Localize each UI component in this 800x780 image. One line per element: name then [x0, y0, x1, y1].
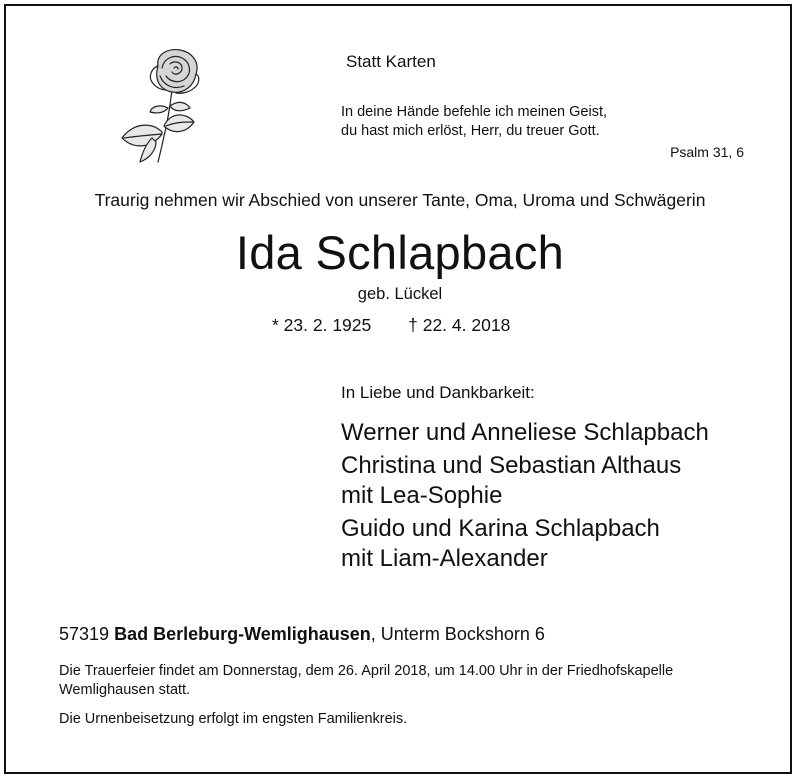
mourner-group — [341, 418, 709, 448]
address-street: , Unterm Bockshorn 6 — [370, 624, 545, 644]
mourner-line: mit Lea-Sophie — [341, 482, 503, 509]
bible-verse — [341, 103, 607, 141]
intro-text: Traurig nehmen wir Abschied von unserer Tante, Oma, Uroma und Schwägerin — [94, 190, 706, 210]
mourner-line: Christina und Sebastian Althaus — [341, 452, 682, 479]
address-city: Bad Berleburg-Wemlighausen — [114, 624, 371, 644]
header-label: Statt Karten — [346, 52, 436, 71]
life-dates — [272, 315, 510, 336]
maiden-name: geb. Lückel — [357, 285, 443, 303]
verse-reference: Psalm 31, 6 — [670, 144, 744, 160]
burial-notice: Die Urnenbeisetzung erfolgt im engsten Familienkreis. — [59, 711, 408, 727]
funeral-notice — [59, 662, 673, 700]
mourner-group — [341, 451, 709, 511]
birth-date: * 23. 2. 1925 — [272, 315, 372, 335]
verse-line: du hast mich erlöst, Herr, du treuer Gott. — [341, 123, 600, 139]
funeral-notice-line: Wemlighausen statt. — [59, 682, 191, 698]
mourner-line: Guido und Karina Schlapbach — [341, 515, 660, 542]
rose-icon — [112, 46, 202, 164]
address-postcode: 57319 — [59, 624, 110, 644]
funeral-notice-line: Die Trauerfeier findet am Donnerstag, dem 26. April 2018, um 14.00 Uhr in der Friedhofskapelle — [59, 663, 674, 679]
mourner-line: mit Liam-Alexander — [341, 545, 548, 572]
mourners-list — [341, 418, 709, 577]
mourner-group — [341, 514, 709, 574]
death-date: † 22. 4. 2018 — [408, 315, 511, 335]
deceased-name: Ida Schlapbach — [235, 226, 565, 279]
thanks-line: In Liebe und Dankbarkeit: — [341, 383, 535, 402]
family-address — [59, 624, 545, 645]
mourner-line: Werner und Anneliese Schlapbach — [341, 419, 709, 446]
verse-line: In deine Hände befehle ich meinen Geist, — [341, 104, 608, 120]
